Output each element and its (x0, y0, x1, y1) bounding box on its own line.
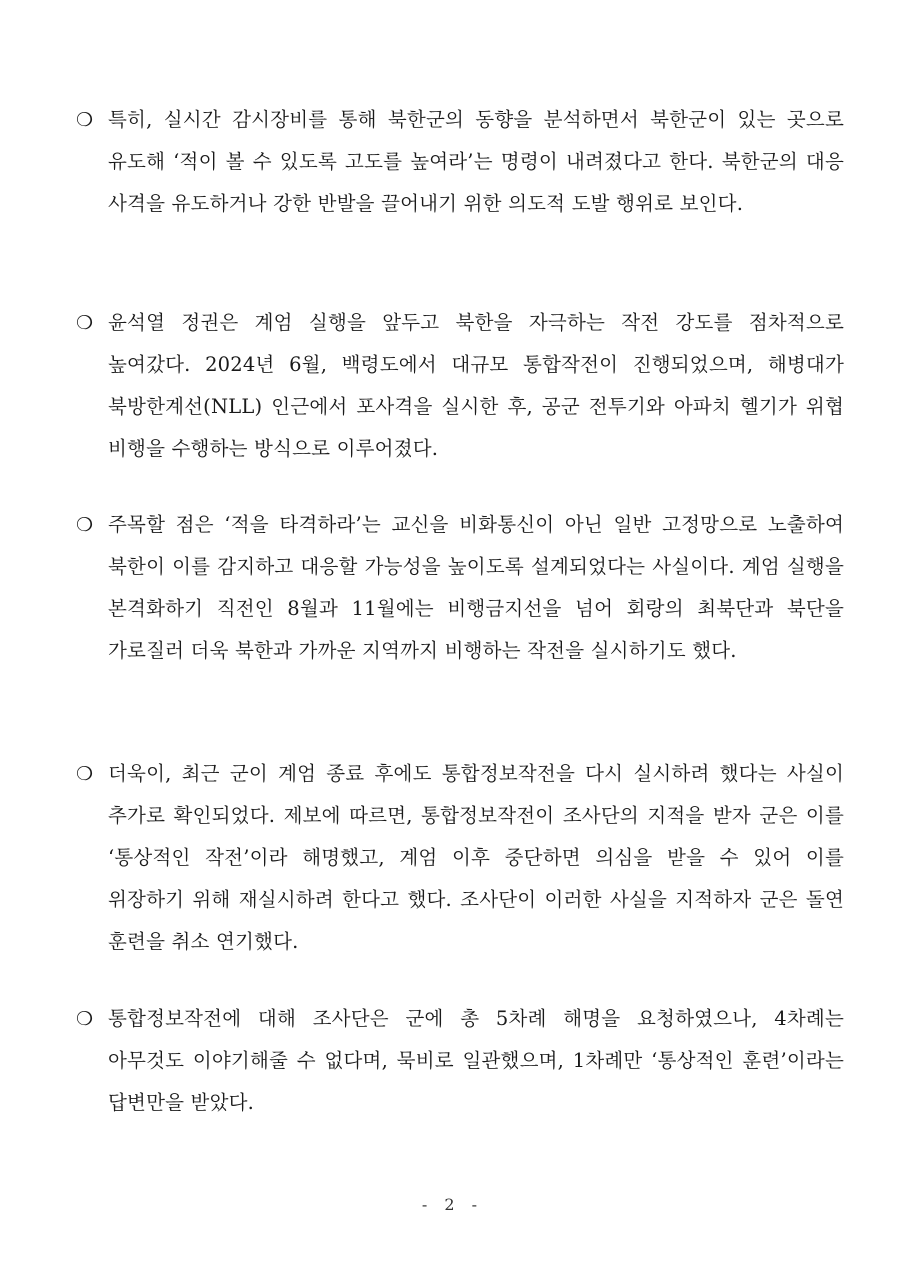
bullet-circle-icon: ❍ (76, 514, 94, 536)
paragraph-text: 특히, 실시간 감시장비를 통해 북한군의 동향을 분석하면서 북한군이 있는 곳으로 유도해 ‘적이 볼 수 있도록 고도를 높여라’는 명령이 내려졌다고 한다. 북한군의 대응 사격을 유도하거나 강한 반발을 끌어내기 위한 의도적 도발 행위로 보인다. (108, 108, 844, 215)
paragraph-text: 주목할 점은 ‘적을 타격하라’는 교신을 비화통신이 아닌 일반 고정망으로 노출하여 북한이 이를 감지하고 대응할 가능성을 높이도록 설계되었다는 사실이다. 계엄 실행을 본격화하기 직전인 8월과 11월에는 비행금지선을 넘어 회랑의 최북단과 북단을 가로질러 더욱 북한과 가까운 지역까지 비행하는 작전을 실시하기도 했다. (108, 513, 844, 662)
bullet-circle-icon: ❍ (76, 763, 94, 785)
bullet-circle-icon: ❍ (76, 312, 94, 334)
paragraph-2 (76, 302, 844, 470)
paragraph-3 (76, 504, 844, 672)
paragraph-5 (76, 998, 844, 1124)
page-number: - 2 - (421, 1195, 484, 1214)
bullet-circle-icon: ❍ (76, 109, 94, 131)
paragraph-text: 윤석열 정권은 계엄 실행을 앞두고 북한을 자극하는 작전 강도를 점차적으로 높여갔다. 2024년 6월, 백령도에서 대규모 통합작전이 진행되었으며, 해병대가 북방한계선(NLL) 인근에서 포사격을 실시한 후, 공군 전투기와 아파치 헬기가 위협 비행을 수행하는 방식으로 이루어졌다. (108, 311, 844, 460)
paragraph-1 (76, 99, 844, 225)
paragraph-4 (76, 753, 844, 963)
bullet-circle-icon: ❍ (76, 1008, 94, 1030)
paragraph-text: 통합정보작전에 대해 조사단은 군에 총 5차례 해명을 요청하였으나, 4차례는 아무것도 이야기해줄 수 없다며, 묵비로 일관했으며, 1차례만 ‘통상적인 훈련’이라는 답변만을 받았다. (108, 1007, 844, 1114)
paragraph-text: 더욱이, 최근 군이 계엄 종료 후에도 통합정보작전을 다시 실시하려 했다는 사실이 추가로 확인되었다. 제보에 따르면, 통합정보작전이 조사단의 지적을 받자 군은 이를 ‘통상적인 작전’이라 해명했고, 계엄 이후 중단하면 의심을 받을 수 있어 이를 위장하기 위해 재실시하려 한다고 했다. 조사단이 이러한 사실을 지적하자 군은 돌연 훈련을 취소 연기했다. (108, 762, 844, 953)
